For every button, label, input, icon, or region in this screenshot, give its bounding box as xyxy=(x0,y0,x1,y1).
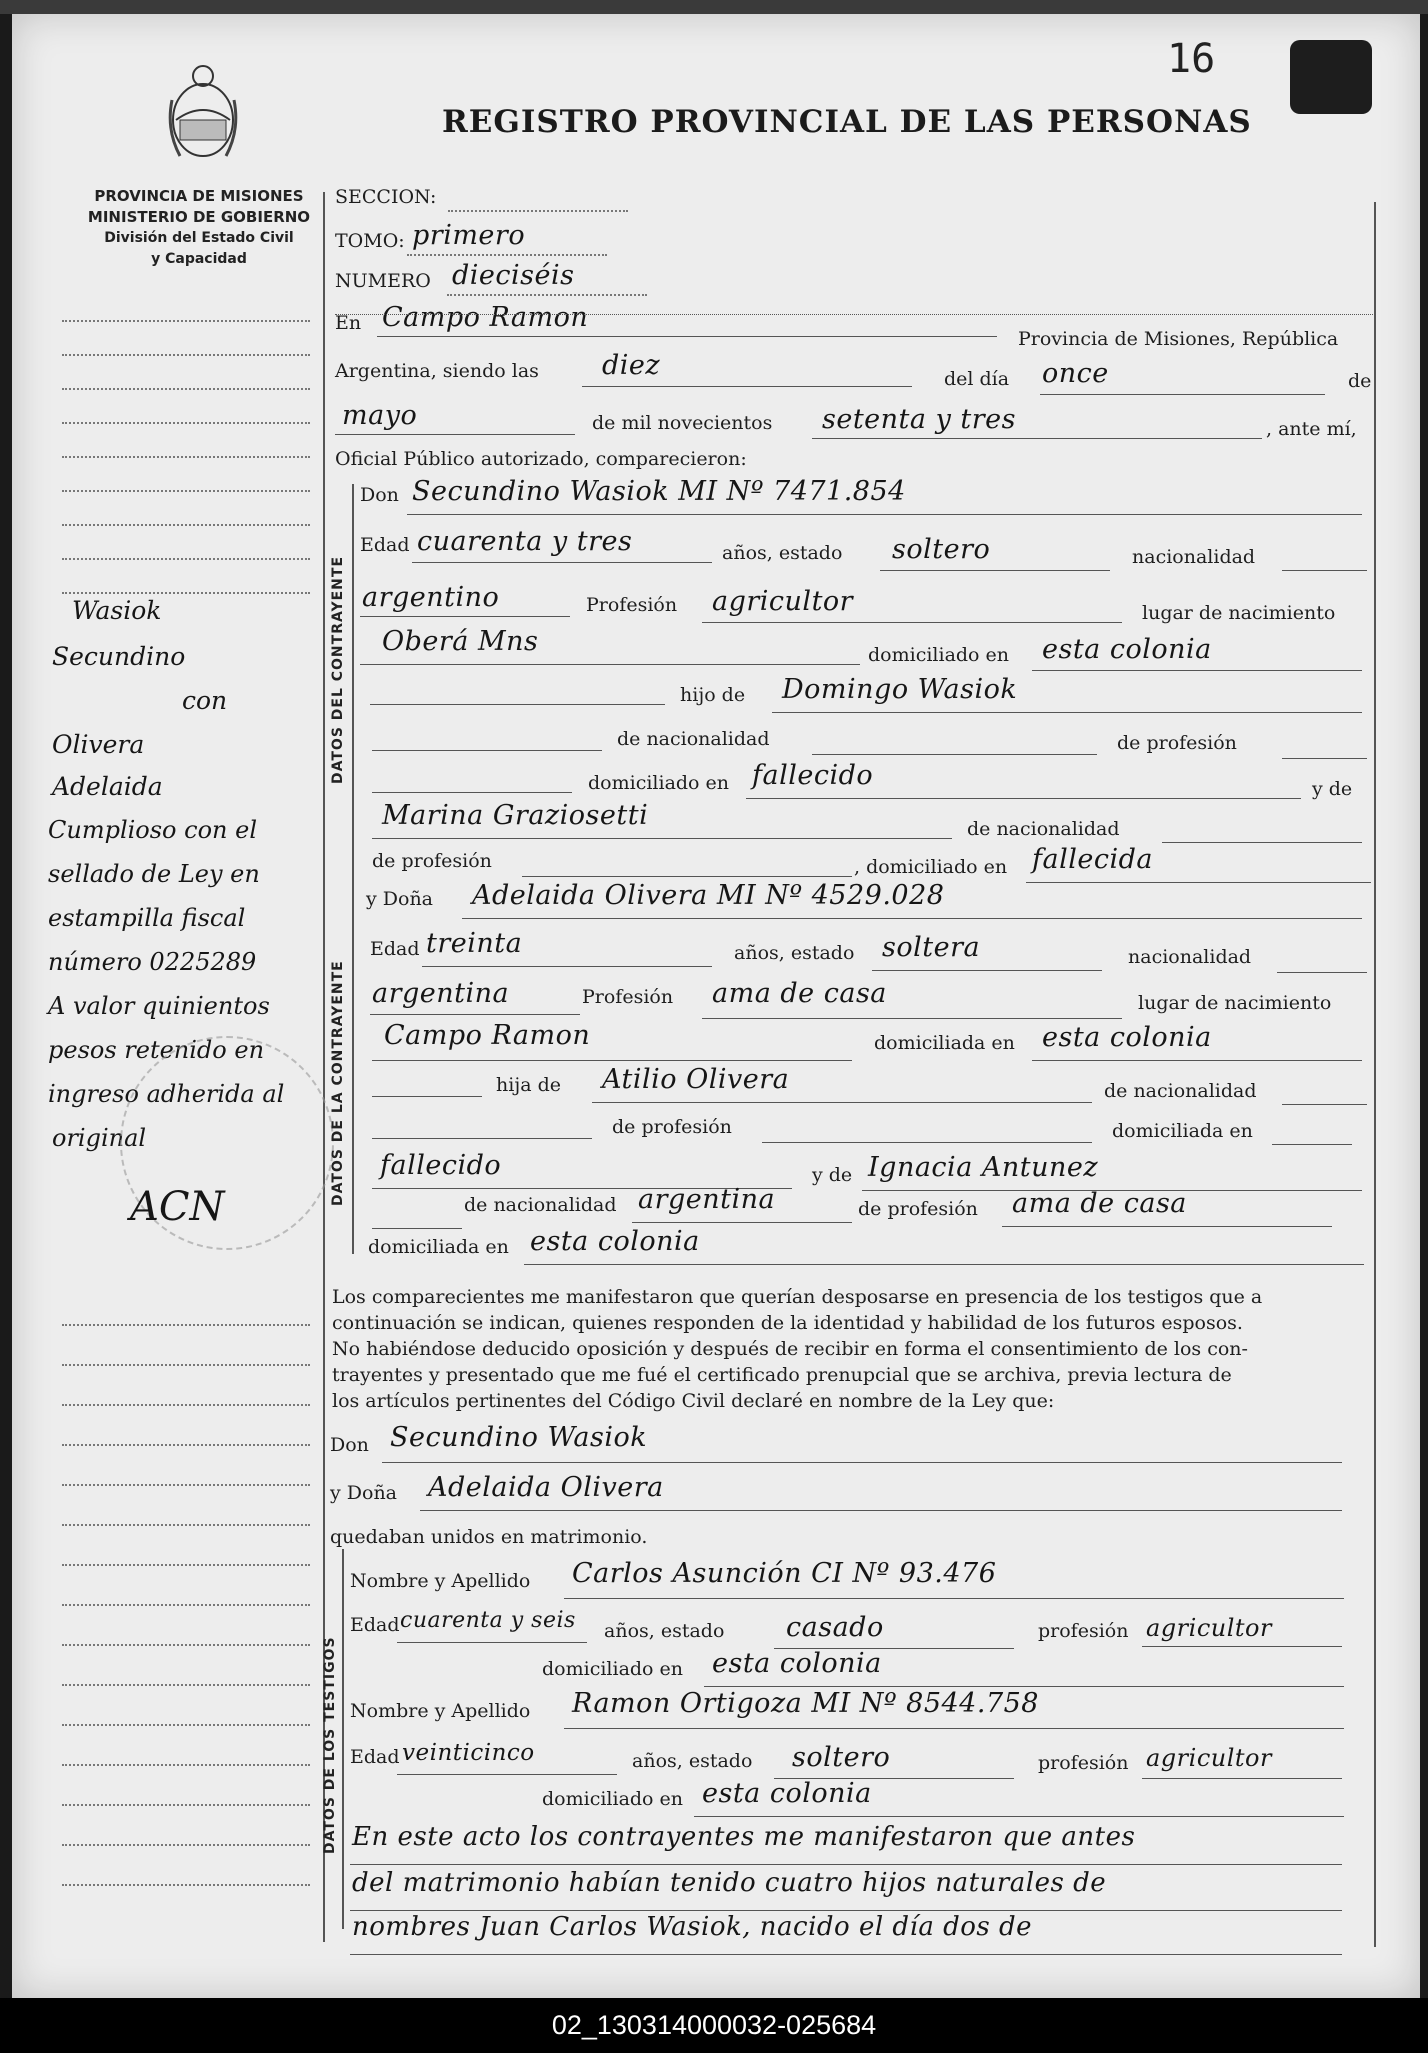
witness2-name-label: Nombre y Apellido xyxy=(350,1700,531,1722)
note-line-3: nombres Juan Carlos Wasiok, nacido el día dos de xyxy=(352,1912,1033,1942)
margin-signature: ACN xyxy=(130,1184,225,1230)
groom-estado: soltero xyxy=(892,534,991,565)
groom-nationality: argentino xyxy=(362,582,500,613)
bride-profession-line xyxy=(702,1018,1122,1019)
margin-rule xyxy=(62,456,310,458)
groom-estado-line xyxy=(880,570,1110,571)
groom-age: cuarenta y tres xyxy=(417,526,633,557)
bride-domicile: esta colonia xyxy=(1042,1022,1212,1053)
bride-age: treinta xyxy=(426,928,523,959)
groom-father-line xyxy=(772,712,1362,713)
witness1-anios-label: años, estado xyxy=(604,1620,725,1642)
bride-y-de-label: y de xyxy=(812,1164,853,1186)
en-value: Campo Ramon xyxy=(382,302,589,333)
margin-rule xyxy=(62,1724,310,1726)
coat-of-arms-icon xyxy=(162,60,244,172)
body-line-5: los artículos pertinentes del Código Civil declaré en nombre de la Ley que: xyxy=(332,1390,1055,1412)
bride-birthplace-line xyxy=(372,1060,852,1061)
groom-father-nac-label: de nacionalidad xyxy=(617,728,770,750)
margin-note-line: sellado de Ley en xyxy=(48,860,260,888)
month-field-line xyxy=(335,434,575,435)
margin-rule xyxy=(62,1644,310,1646)
bride-lugar-label: lugar de nacimiento xyxy=(1138,992,1332,1014)
bride-mother-nac-label: de nacionalidad xyxy=(464,1194,617,1216)
groom-nac-label: nacionalidad xyxy=(1132,546,1256,568)
witness2-estado: soltero xyxy=(792,1742,891,1773)
groom-father-domicile-line xyxy=(746,798,1301,799)
year-field-line xyxy=(812,438,1262,439)
bride-father-dom-label: domiciliada en xyxy=(1112,1120,1253,1142)
margin-rule xyxy=(62,558,310,560)
bride-name: Adelaida Olivera MI Nº 4529.028 xyxy=(472,880,945,911)
contrayente-bracket xyxy=(352,484,354,1254)
hour-value: diez xyxy=(602,350,661,381)
margin-rule xyxy=(62,490,310,492)
bride-estado: soltera xyxy=(882,932,981,963)
witness1-profession-line xyxy=(1142,1646,1342,1647)
groom-father-pre-line xyxy=(372,750,602,751)
tomo-field-line xyxy=(407,254,607,256)
bride-mother-profession: ama de casa xyxy=(1012,1188,1187,1219)
groom-domicile: esta colonia xyxy=(1042,634,1212,665)
groom-father-dom-label: domiciliado en xyxy=(588,772,730,794)
note-rule-1 xyxy=(350,1864,1342,1865)
note-rule-2 xyxy=(350,1910,1342,1911)
bride-father-domicile: fallecido xyxy=(380,1150,502,1181)
margin-rule xyxy=(62,1604,310,1606)
body-line-2: continuación se indican, quienes responden de la identidad y habilidad de los futuros esposos. xyxy=(332,1312,1243,1334)
body-line-1: Los comparecientes me manifestaron que querían desposarse en presencia de los testigos que a xyxy=(332,1286,1263,1308)
groom-birthplace-line xyxy=(360,664,860,665)
bride-father: Atilio Olivera xyxy=(602,1064,790,1095)
body-line-3: No habiéndose deducido oposición y después de recibir en forma el consentimiento de los con- xyxy=(332,1338,1248,1360)
seccion-field-line xyxy=(448,210,628,212)
bride-dom-label: domiciliada en xyxy=(874,1032,1015,1054)
bride-mother-domicile: esta colonia xyxy=(530,1226,700,1257)
groom-mother-domicile: fallecida xyxy=(1032,844,1153,875)
margin-note-line: A valor quinientos xyxy=(48,992,270,1020)
groom-nac-line xyxy=(1282,570,1367,571)
bride-mother-nat-line xyxy=(632,1222,852,1223)
bride-hija-label: hija de xyxy=(496,1074,561,1096)
groom-mother-nac-line xyxy=(1162,842,1362,843)
dona-label: y Doña xyxy=(366,888,434,910)
corner-stamp xyxy=(1290,40,1372,114)
bride-nac-line xyxy=(1277,972,1367,973)
scan-footer-id: 02_130314000032-025684 xyxy=(0,1998,1428,2053)
groom-anios-label: años, estado xyxy=(722,542,843,564)
groom-father-nac-line xyxy=(812,754,1097,755)
groom-dom-label: domiciliado en xyxy=(868,644,1010,666)
institution-province: PROVINCIA DE MISIONES xyxy=(94,187,304,205)
ante-label: , ante mí, xyxy=(1266,418,1357,440)
groom-father-prof-label: de profesión xyxy=(1117,732,1237,754)
groom-name-line xyxy=(407,514,1362,515)
en-field-line xyxy=(377,336,997,337)
de-label: de xyxy=(1348,370,1372,392)
groom-profession-line xyxy=(702,622,1122,623)
numero-value: dieciséis xyxy=(452,260,575,291)
testigos-bracket xyxy=(342,1549,344,1929)
bride-edad-label: Edad xyxy=(370,938,420,960)
institution-division: División del Estado Civil xyxy=(104,230,294,246)
groom-father-pre-line-2 xyxy=(372,792,572,793)
issuing-institution xyxy=(64,186,334,270)
del-dia-label: del día xyxy=(944,368,1010,390)
top-scan-edge xyxy=(0,0,1428,14)
margin-rule xyxy=(62,1684,310,1686)
bride-mother-prof-line xyxy=(1002,1226,1332,1227)
margin-rule xyxy=(62,388,310,390)
margin-rule xyxy=(62,1804,310,1806)
year-value: setenta y tres xyxy=(822,404,1017,435)
bride-nac-label: nacionalidad xyxy=(1128,946,1252,968)
witness2-edad-label: Edad xyxy=(350,1746,400,1768)
margin-note-line: Secundino xyxy=(52,642,186,671)
provincia-label: Provincia de Misiones, República xyxy=(1018,328,1339,350)
bride-domicile-line xyxy=(1032,1060,1362,1061)
declared-don-label: Don xyxy=(330,1434,369,1456)
bride-profession: ama de casa xyxy=(712,978,887,1009)
bride-father-prof-pre-line xyxy=(372,1138,592,1139)
margin-note-line: original xyxy=(52,1124,147,1152)
tomo-value: primero xyxy=(412,220,526,251)
bride-father-nac-label: de nacionalidad xyxy=(1104,1080,1257,1102)
margin-note-line: Wasiok xyxy=(72,596,162,625)
groom-lugar-label: lugar de nacimiento xyxy=(1142,602,1336,624)
groom-mother-nac-label: de nacionalidad xyxy=(967,818,1120,840)
margin-note-line: pesos retenido en xyxy=(48,1036,265,1064)
groom-edad-label: Edad xyxy=(360,534,410,556)
side-label-la-contrayente: DATOS DE LA CONTRAYENTE xyxy=(330,960,346,1206)
margin-rule xyxy=(62,592,310,594)
bride-mother-prof-label: de profesión xyxy=(858,1198,978,1220)
margin-rule xyxy=(62,1484,310,1486)
margin-rule xyxy=(62,1884,310,1886)
note-line-2: del matrimonio habían tenido cuatro hijos naturales de xyxy=(352,1868,1107,1898)
groom-hijo-label: hijo de xyxy=(680,684,746,706)
witness1-edad-label: Edad xyxy=(350,1614,400,1636)
margin-note-line: Olivera xyxy=(52,730,145,759)
margin-note-line: ingreso adherida al xyxy=(48,1080,285,1108)
witness2-name-line xyxy=(564,1728,1344,1729)
witness2-age: veinticinco xyxy=(402,1740,535,1766)
witness1-age-line xyxy=(397,1642,587,1643)
margin-note-line: Adelaida xyxy=(52,772,163,801)
day-field-line xyxy=(1040,394,1325,395)
witness2-name: Ramon Ortigoza MI Nº 8544.758 xyxy=(572,1688,1039,1719)
witness2-domicile-line xyxy=(694,1816,1344,1817)
witness1-name: Carlos Asunción CI Nº 93.476 xyxy=(572,1558,997,1589)
margin-rule xyxy=(62,1444,310,1446)
declared-bride: Adelaida Olivera xyxy=(428,1472,664,1503)
bride-mother-dom-label: domiciliada en xyxy=(368,1236,509,1258)
witness1-profession: agricultor xyxy=(1146,1614,1272,1642)
unidos-text: quedaban unidos en matrimonio. xyxy=(330,1526,648,1548)
groom-mother-line xyxy=(372,838,952,839)
hour-field-line xyxy=(582,386,912,387)
witness1-dom-label: domiciliado en xyxy=(542,1658,684,1680)
witness2-anios-label: años, estado xyxy=(632,1750,753,1772)
groom-domicile-line xyxy=(1032,670,1362,671)
body-line-4: trayentes y presentado que me fué el certificado prenupcial que se archiva, previa lectura de xyxy=(332,1364,1232,1386)
numero-label: NUMERO xyxy=(335,270,431,292)
tomo-label: TOMO: xyxy=(335,230,405,252)
page-number: 16 xyxy=(1167,36,1216,82)
groom-prof-label: Profesión xyxy=(586,594,678,616)
document-page xyxy=(12,14,1420,1998)
side-label-testigos: DATOS DE LOS TESTIGOS xyxy=(322,1636,338,1854)
groom-birthplace: Oberá Mns xyxy=(382,626,539,657)
margin-rule xyxy=(62,1404,310,1406)
witness2-profession-line xyxy=(1142,1778,1342,1779)
margin-note-line: con xyxy=(182,686,228,715)
bride-father-line xyxy=(592,1102,1092,1103)
bride-name-line xyxy=(462,918,1362,919)
bride-anios-label: años, estado xyxy=(734,942,855,964)
groom-father-domicile: fallecido xyxy=(752,760,874,791)
groom-mother-prof-label: de profesión xyxy=(372,850,492,872)
groom-profession: agricultor xyxy=(712,586,854,617)
note-rule-3 xyxy=(350,1954,1342,1955)
margin-rule xyxy=(62,1324,310,1326)
witness1-domicile-line xyxy=(704,1686,1344,1687)
margin-rule xyxy=(62,422,310,424)
note-line-1: En este acto los contrayentes me manifestaron que antes xyxy=(352,1822,1136,1852)
bride-father-nac-line xyxy=(1282,1104,1367,1105)
en-field-line-2 xyxy=(335,314,1375,315)
en-label: En xyxy=(335,312,362,334)
margin-note-line: número 0225289 xyxy=(48,948,257,976)
institution-ministry: MINISTERIO DE GOBIERNO xyxy=(87,208,311,226)
margin-rule xyxy=(62,1524,310,1526)
groom-father-prof-line xyxy=(1282,758,1367,759)
groom-y-de-label: y de xyxy=(1312,778,1353,800)
groom-age-line xyxy=(412,562,712,563)
bride-hija-pre-line xyxy=(372,1096,482,1097)
witness1-prof-label: profesión xyxy=(1038,1620,1129,1642)
declared-dona-label: y Doña xyxy=(330,1482,398,1504)
oficial-label: Oficial Público autorizado, comparecieron: xyxy=(335,448,747,470)
witness1-estado: casado xyxy=(786,1612,884,1643)
bride-estado-line xyxy=(872,970,1102,971)
bride-prof-label: Profesión xyxy=(582,986,674,1008)
margin-rule xyxy=(62,1844,310,1846)
bride-father-prof-line xyxy=(762,1142,1092,1143)
margin-rule xyxy=(62,1764,310,1766)
bride-father-dom-line xyxy=(1272,1144,1352,1145)
argentina-label: Argentina, siendo las xyxy=(335,360,539,382)
witness2-age-line xyxy=(397,1774,617,1775)
seccion-label: SECCION: xyxy=(335,186,437,208)
mil-label: de mil novecientos xyxy=(592,412,773,434)
institution-capacity: y Capacidad xyxy=(151,251,247,267)
numero-field-line xyxy=(447,294,647,296)
bride-birthplace: Campo Ramon xyxy=(384,1020,591,1051)
groom-mother-prof-line xyxy=(522,876,852,877)
groom-mother-domicile-line xyxy=(1026,882,1371,883)
margin-rule xyxy=(62,1564,310,1566)
witness2-prof-label: profesión xyxy=(1038,1752,1129,1774)
bride-nationality: argentina xyxy=(372,978,510,1009)
groom-nationality-line xyxy=(360,616,570,617)
side-label-contrayente: DATOS DEL CONTRAYENTE xyxy=(330,555,346,784)
groom-hijo-pre-line xyxy=(370,704,665,705)
declared-groom: Secundino Wasiok xyxy=(390,1422,648,1453)
margin-rule xyxy=(62,524,310,526)
witness1-age: cuarenta y seis xyxy=(400,1608,576,1633)
right-border xyxy=(1374,202,1376,1947)
witness1-name-label: Nombre y Apellido xyxy=(350,1570,531,1592)
margin-rule xyxy=(62,354,310,356)
groom-name: Secundino Wasiok MI Nº 7471.854 xyxy=(412,476,906,507)
bride-father-prof-label: de profesión xyxy=(612,1116,732,1138)
bride-nationality-line xyxy=(370,1014,580,1015)
groom-mother-dom-label: , domiciliado en xyxy=(854,856,1008,878)
margin-note-line: estampilla fiscal xyxy=(48,904,246,932)
bride-mother-domicile-line xyxy=(524,1264,1364,1265)
declared-bride-line xyxy=(420,1510,1342,1511)
witness2-profession: agricultor xyxy=(1146,1744,1272,1772)
witness1-name-line xyxy=(564,1598,1344,1599)
groom-mother: Marina Graziosetti xyxy=(382,800,649,831)
bride-mother-pre-line xyxy=(372,1228,462,1229)
witness2-domicile: esta colonia xyxy=(702,1778,872,1809)
witness2-dom-label: domiciliado en xyxy=(542,1788,684,1810)
margin-rule xyxy=(62,1364,310,1366)
margin-rule xyxy=(62,320,310,322)
don-label: Don xyxy=(360,484,399,506)
month-value: mayo xyxy=(342,400,418,431)
groom-father: Domingo Wasiok xyxy=(782,674,1018,705)
witness1-domicile: esta colonia xyxy=(712,1648,882,1679)
day-value: once xyxy=(1042,358,1109,389)
bride-mother-nationality: argentina xyxy=(638,1184,776,1215)
declared-groom-line xyxy=(382,1462,1342,1463)
document-title: REGISTRO PROVINCIAL DE LAS PERSONAS xyxy=(442,104,1252,140)
bride-mother: Ignacia Antunez xyxy=(868,1152,1099,1183)
margin-note-line: Cumplioso con el xyxy=(48,816,257,844)
bride-age-line xyxy=(422,966,712,967)
